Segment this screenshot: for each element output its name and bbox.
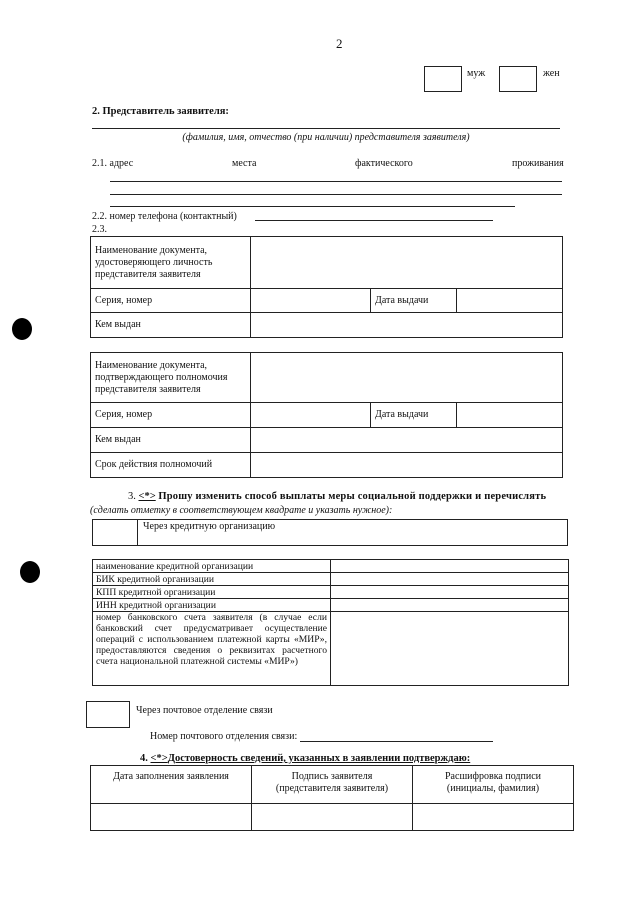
address-line-3[interactable] — [110, 206, 515, 207]
authority-doc-issued-by-label: Кем выдан — [91, 428, 251, 453]
confirmation-heading-mark: <*> — [150, 753, 168, 764]
punch-hole-top — [12, 318, 32, 340]
identity-doc-date-label: Дата выдачи — [371, 289, 457, 313]
bank-account-label: номер банковского счета заявителя (в случае если банковский счет предусматривает осуществление операций с использованием платежной карты «МИР», предоставляются сведения о реквизитах расчетного счета национальной платежной системы «МИР») — [93, 612, 331, 686]
identity-doc-series-field[interactable] — [251, 289, 371, 313]
representative-name-caption: (фамилия, имя, отчество (при наличии) представителя заявителя) — [182, 132, 470, 143]
signature-header-line2: (представителя заявителя) — [275, 783, 389, 794]
post-office-option-label: Через почтовое отделение связи — [136, 705, 273, 716]
identity-doc-date-field[interactable] — [457, 289, 563, 313]
credit-org-option-label: Через кредитную организацию — [143, 521, 276, 532]
authority-doc-validity-label: Срок действия полномочий — [91, 453, 251, 478]
bank-account-field[interactable] — [331, 612, 569, 686]
fill-date-field[interactable] — [91, 804, 252, 831]
address-word-2: места — [232, 158, 257, 169]
payment-heading-num: 3. — [128, 491, 136, 502]
page-number: 2 — [336, 36, 343, 51]
post-office-checkbox[interactable] — [86, 701, 130, 728]
authority-doc-date-label: Дата выдачи — [371, 403, 457, 428]
bank-inn-label: ИНН кредитной организации — [93, 599, 331, 612]
identity-doc-name-field[interactable] — [251, 237, 563, 289]
authority-doc-name-field[interactable] — [251, 353, 563, 403]
authority-doc-validity-field[interactable] — [251, 453, 563, 478]
male-checkbox[interactable] — [424, 66, 462, 92]
authority-doc-name-label: Наименование документа, подтверждающего полномочия представителя заявителя — [91, 353, 251, 403]
post-office-number-line[interactable] — [300, 741, 493, 742]
bank-name-field[interactable] — [331, 560, 569, 573]
address-word-4: проживания — [512, 158, 564, 169]
payment-heading — [128, 491, 568, 503]
signature-header-line1: Подпись заявителя — [291, 771, 373, 782]
fill-date-header-text: Дата заполнения заявления — [113, 771, 229, 782]
identity-doc-issued-by-field[interactable] — [251, 313, 563, 338]
address-word-3: фактического — [355, 158, 413, 169]
signature-decoding-header-line2: (инициалы, фамилия) — [446, 783, 540, 794]
signature-decoding-field[interactable] — [413, 804, 574, 831]
bank-bik-field[interactable] — [331, 573, 569, 586]
confirmation-table — [90, 765, 574, 831]
representative-name-line[interactable] — [92, 128, 560, 129]
authority-doc-issued-by-field[interactable] — [251, 428, 563, 453]
male-label: муж — [467, 68, 486, 79]
fill-date-header — [91, 766, 252, 804]
bank-name-label: наименование кредитной организации — [93, 560, 331, 573]
post-office-number-label: Номер почтового отделения связи: — [150, 731, 298, 742]
bank-details-table — [92, 559, 569, 686]
payment-heading-text: Прошу изменить способ выплаты меры социальной поддержки и перечислять — [158, 491, 547, 502]
item-2-3-label: 2.3. — [92, 224, 107, 235]
confirmation-heading — [140, 753, 470, 765]
signature-field[interactable] — [252, 804, 413, 831]
authority-doc-series-field[interactable] — [251, 403, 371, 428]
signature-decoding-header-line1: Расшифровка подписи — [445, 771, 541, 782]
female-label: жен — [543, 68, 560, 79]
phone-line[interactable] — [255, 220, 493, 221]
signature-decoding-header — [413, 766, 574, 804]
address-word-1: 2.1. адрес — [92, 158, 134, 169]
identity-doc-issued-by-label: Кем выдан — [91, 313, 251, 338]
punch-hole-bottom — [20, 561, 40, 583]
identity-doc-series-label: Серия, номер — [91, 289, 251, 313]
bank-bik-label: БИК кредитной организации — [93, 573, 331, 586]
bank-kpp-field[interactable] — [331, 586, 569, 599]
representative-heading: 2. Представитель заявителя: — [92, 106, 229, 117]
address-line-1[interactable] — [110, 181, 562, 182]
payment-heading-mark: <*> — [138, 491, 156, 502]
authority-doc-date-field[interactable] — [457, 403, 563, 428]
phone-label: 2.2. номер телефона (контактный) — [92, 211, 237, 222]
female-checkbox[interactable] — [499, 66, 537, 92]
bank-kpp-label: КПП кредитной организации — [93, 586, 331, 599]
signature-header — [252, 766, 413, 804]
address-line-2[interactable] — [110, 194, 562, 195]
authority-document-table — [90, 352, 563, 478]
identity-doc-name-label: Наименование документа, удостоверяющего личность представителя заявителя — [91, 237, 251, 289]
identity-document-table — [90, 236, 563, 338]
authority-doc-series-label: Серия, номер — [91, 403, 251, 428]
confirmation-heading-num: 4. — [140, 753, 148, 764]
confirmation-heading-text: Достоверность сведений, указанных в заявлении подтверждаю: — [167, 753, 471, 764]
bank-inn-field[interactable] — [331, 599, 569, 612]
credit-org-checkbox[interactable] — [92, 519, 138, 546]
payment-hint: (сделать отметку в соответствующем квадрате и указать нужное): — [90, 505, 393, 516]
